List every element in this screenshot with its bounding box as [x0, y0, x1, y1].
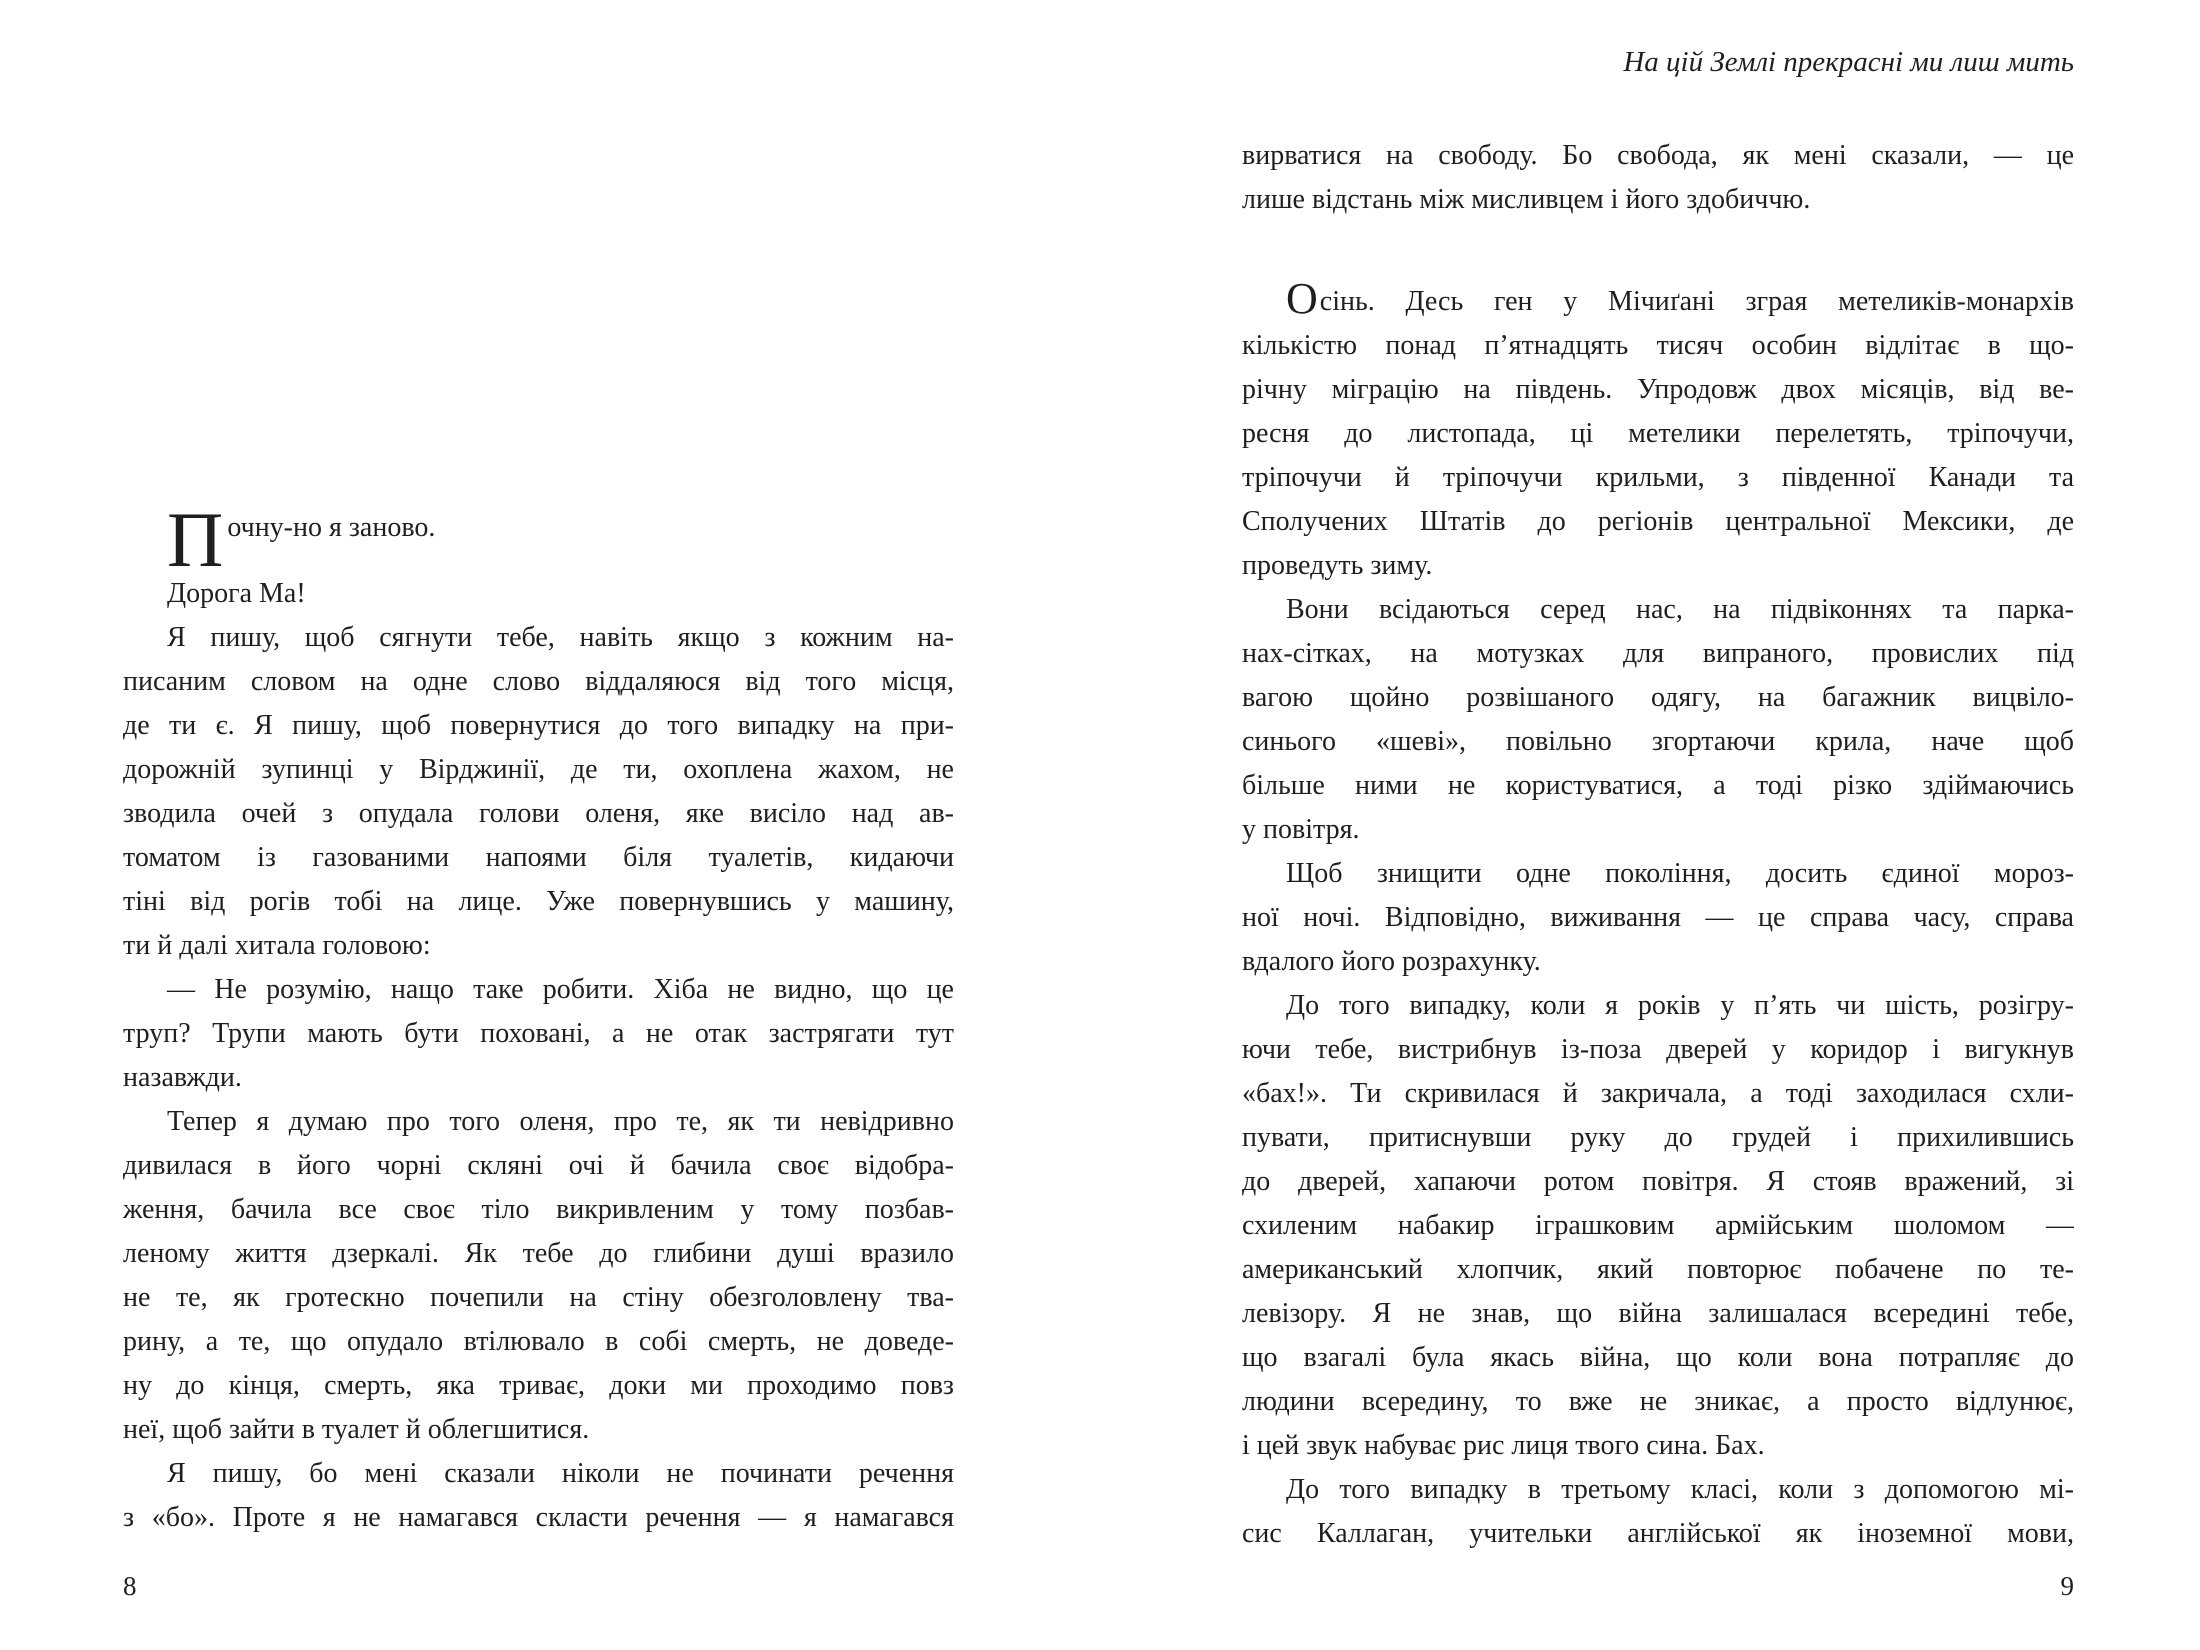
text-line: не те, як гротескно почепили на стіну обезголовлену тва- — [123, 1282, 954, 1313]
text-line: до дверей, хапаючи ротом повітря. Я стояв вражений, зі — [1242, 1166, 2074, 1197]
paragraph — [1242, 274, 2074, 588]
text-line: — Не розумію, нащо таке робити. Хіба не видно, що це — [167, 974, 954, 1005]
text-line: нах-сітках, на мотузках для випраного, провислих під — [1242, 638, 2074, 669]
left-page-text — [123, 506, 954, 1566]
text-line: неї, щоб зайти в туалет й облегшитися. — [123, 1414, 590, 1445]
text-line: людини всередину, то вже не зникає, а просто відлунює, — [1242, 1386, 2074, 1417]
text-line: річну міграцію на південь. Упродовж двох місяців, від ве- — [1242, 374, 2074, 405]
text-line: вдалого його розрахунку. — [1242, 946, 1541, 977]
text-line: з «бо». Проте я не намагався скласти речення — я намагався — [123, 1502, 954, 1533]
text-line: і цей звук набуває рис лиця твого сина. Бах. — [1242, 1430, 1765, 1461]
text-line: писаним словом на одне слово віддаляюся від того місця, — [123, 666, 954, 697]
paragraph — [1242, 1468, 2074, 1556]
text-line: Почну-но я заново. — [123, 506, 954, 550]
paragraph — [123, 506, 954, 583]
paragraph — [1242, 588, 2074, 852]
paragraph — [123, 572, 954, 616]
text-line: схиленим набакир іграшковим армійським шоломом — — [1242, 1210, 2074, 1241]
text-line: Осінь. Десь ген у Мічиґані зграя метеликів-монархів — [1286, 274, 2074, 323]
text-line: Дорога Ма! — [167, 578, 306, 609]
text-line: назавжди. — [123, 1062, 242, 1093]
text-line: труп? Трупи мають бути поховані, а не отак застрягати тут — [123, 1018, 954, 1049]
text-line: ресня до листопада, ці метелики перелетять, тріпочучи, — [1242, 418, 2074, 449]
text-line: американський хлопчик, який повторює побачене по те- — [1242, 1254, 2074, 1285]
text-line: Я пишу, щоб сягнути тебе, навіть якщо з кожним на- — [167, 622, 954, 653]
text-line: рину, а те, що опудало втілювало в собі смерть, не доведе- — [123, 1326, 954, 1357]
paragraph — [123, 968, 954, 1100]
text-line: у повітря. — [1242, 814, 1360, 845]
text-line: Сполучених Штатів до регіонів центральної Мексики, де — [1242, 506, 2074, 537]
drop-cap: О — [1286, 274, 1318, 323]
paragraph — [1242, 134, 2074, 222]
page-number-right: 9 — [2060, 1571, 2074, 1601]
text-line: До того випадку в третьому класі, коли з допомогою мі- — [1286, 1474, 2074, 1505]
text-line: тіні від рогів тобі на лице. Уже повернувшись у машину, — [123, 886, 954, 917]
text-line: Я пишу, бо мені сказали ніколи не починати речення — [167, 1458, 954, 1489]
text-line: До того випадку, коли я років у п’ять чи шість, розігру- — [1286, 990, 2074, 1021]
text-line: дивилася в його чорні скляні очі й бачила своє відобра- — [123, 1150, 954, 1181]
text-line: Вони всідаються серед нас, на підвіконнях та парка- — [1286, 594, 2074, 625]
text-line: ну до кінця, смерть, яка триває, доки ми проходимо повз — [123, 1370, 954, 1401]
paragraph — [123, 1452, 954, 1540]
right-page-text — [1242, 134, 2074, 1574]
text-line: вирватися на свободу. Бо свобода, як мені сказали, — це — [1242, 140, 2074, 171]
text-line: де ти є. Я пишу, щоб повернутися до того випадку на при- — [123, 710, 954, 741]
text-line: томатом із газованими напоями біля туалетів, кидаючи — [123, 842, 954, 873]
text-line: леному життя дзеркалі. Як тебе до глибини душі вразило — [123, 1238, 954, 1269]
paragraph — [1242, 852, 2074, 984]
paragraph — [123, 616, 954, 968]
text-line: ної ночі. Відповідно, виживання — це справа часу, справа — [1242, 902, 2074, 933]
text-line: проведуть зиму. — [1242, 550, 1433, 581]
running-header: На цій Землі прекрасні ми лиш мить — [1623, 46, 2074, 78]
text-line: лише відстань між мисливцем і його здобиччю. — [1242, 184, 1811, 215]
text-line: ження, бачила все своє тіло викривленим у тому позбав- — [123, 1194, 954, 1225]
page-number-left: 8 — [123, 1571, 137, 1601]
text-line: пувати, притиснувши руку до грудей і прихилившись — [1242, 1122, 2074, 1153]
paragraph — [1242, 984, 2074, 1468]
text-line: Тепер я думаю про того оленя, про те, як ти невідривно — [167, 1106, 954, 1137]
text-line: тріпочучи й тріпочучи крильми, з південної Канади та — [1242, 462, 2074, 493]
text-line: що взагалі була якась війна, що коли вона потрапляє до — [1242, 1342, 2074, 1373]
text-line: вагою щойно розвішаного одягу, на багажник вицвіло- — [1242, 682, 2074, 713]
text-line: ти й далі хитала головою: — [123, 930, 431, 961]
text-line: синього «шеві», повільно згортаючи крила, наче щоб — [1242, 726, 2074, 757]
text-line: кількістю понад п’ятнадцять тисяч особин відлітає в що- — [1242, 330, 2074, 361]
text-line: Щоб знищити одне покоління, досить єдиної мороз- — [1286, 858, 2074, 889]
text-line: сис Каллаган, учительки англійської як іноземної мови, — [1242, 1518, 2074, 1549]
text-line: ючи тебе, вистрибнув із-поза дверей у коридор і вигукнув — [1242, 1034, 2074, 1065]
text-line: зводила очей з опудала голови оленя, яке висіло над ав- — [123, 798, 954, 829]
text-line: левізору. Я не знав, що війна залишалася всередині тебе, — [1242, 1298, 2074, 1329]
text-line: більше ними не користуватися, а тоді різко здіймаючись — [1242, 770, 2074, 801]
text-line: «бах!». Ти скривилася й закричала, а тоді заходилася схли- — [1242, 1078, 2074, 1109]
paragraph — [123, 1100, 954, 1452]
text-line: дорожній зупинці у Вірджинії, де ти, охоплена жахом, не — [123, 754, 954, 785]
drop-cap: П — [167, 506, 224, 583]
